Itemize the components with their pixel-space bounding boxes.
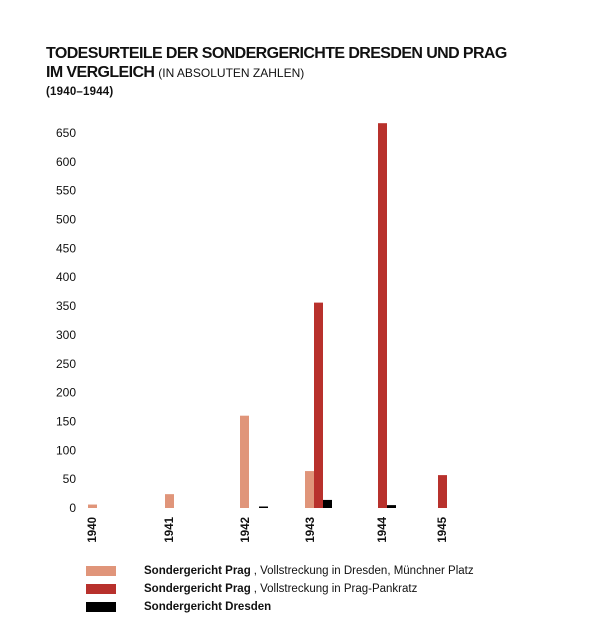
x-tick-label: 1944 (377, 517, 389, 543)
y-tick-label: 600 (55, 154, 76, 169)
y-tick-label: 50 (62, 472, 76, 487)
bar-1943-series-3 (323, 500, 332, 508)
bar-1943-series-1 (305, 471, 314, 508)
title-line-2: IM VERGLEICH (46, 64, 155, 81)
bar-1944-series-2 (378, 123, 387, 508)
bar-1943-series-2 (314, 303, 323, 508)
title-line-1: TODESURTEILE DER SONDERGERICHTE DRESDEN UND PRAG (46, 45, 507, 62)
x-tick-label: 1942 (240, 517, 252, 543)
legend-item-dresden (86, 598, 474, 616)
chart-year-range: (1940–1944) (46, 86, 114, 98)
legend-label-rest: , Vollstreckung in Prag-Pankratz (253, 583, 418, 595)
y-axis (56, 126, 76, 515)
x-axis (87, 516, 449, 542)
bar-1945-series-2 (438, 475, 447, 508)
y-tick-label: 200 (55, 385, 76, 400)
legend-swatch (86, 566, 116, 576)
y-tick-label: 500 (55, 212, 76, 227)
bar-1942-series-1 (240, 416, 249, 508)
y-tick-label: 450 (55, 241, 76, 256)
y-tick-label: 100 (55, 443, 76, 458)
y-tick-label: 150 (55, 414, 76, 429)
legend-item-prag-pankratz (86, 580, 474, 598)
x-tick-label: 1945 (437, 517, 449, 543)
legend-label-rest: , Vollstreckung in Dresden, Münchner Platz (253, 565, 474, 577)
legend-label-bold: Sondergericht Prag (144, 583, 251, 595)
bar-1941-series-1 (165, 494, 174, 508)
y-tick-label: 350 (55, 299, 76, 314)
legend (86, 562, 474, 616)
x-tick-label: 1943 (305, 517, 317, 543)
bar-1942-series-3 (259, 507, 268, 509)
x-tick-label: 1940 (87, 517, 99, 543)
y-tick-label: 550 (55, 183, 76, 198)
y-tick-label: 650 (55, 126, 76, 140)
title-subtitle: (IN ABSOLUTEN ZAHLEN) (158, 66, 305, 80)
x-tick-label: 1941 (164, 517, 176, 543)
y-tick-label: 250 (55, 356, 76, 371)
bars (88, 123, 447, 508)
y-tick-label: 300 (55, 327, 76, 342)
bar-1944-series-3 (387, 505, 396, 508)
y-tick-label: 400 (55, 270, 76, 285)
legend-label-bold: Sondergericht Prag (144, 565, 251, 577)
legend-swatch (86, 584, 116, 594)
legend-label-bold: Sondergericht Dresden (144, 601, 272, 613)
y-tick-label: 0 (69, 501, 76, 515)
bar-1940-series-1 (88, 505, 97, 508)
legend-swatch (86, 602, 116, 612)
legend-item-prag-dresden (86, 562, 474, 580)
